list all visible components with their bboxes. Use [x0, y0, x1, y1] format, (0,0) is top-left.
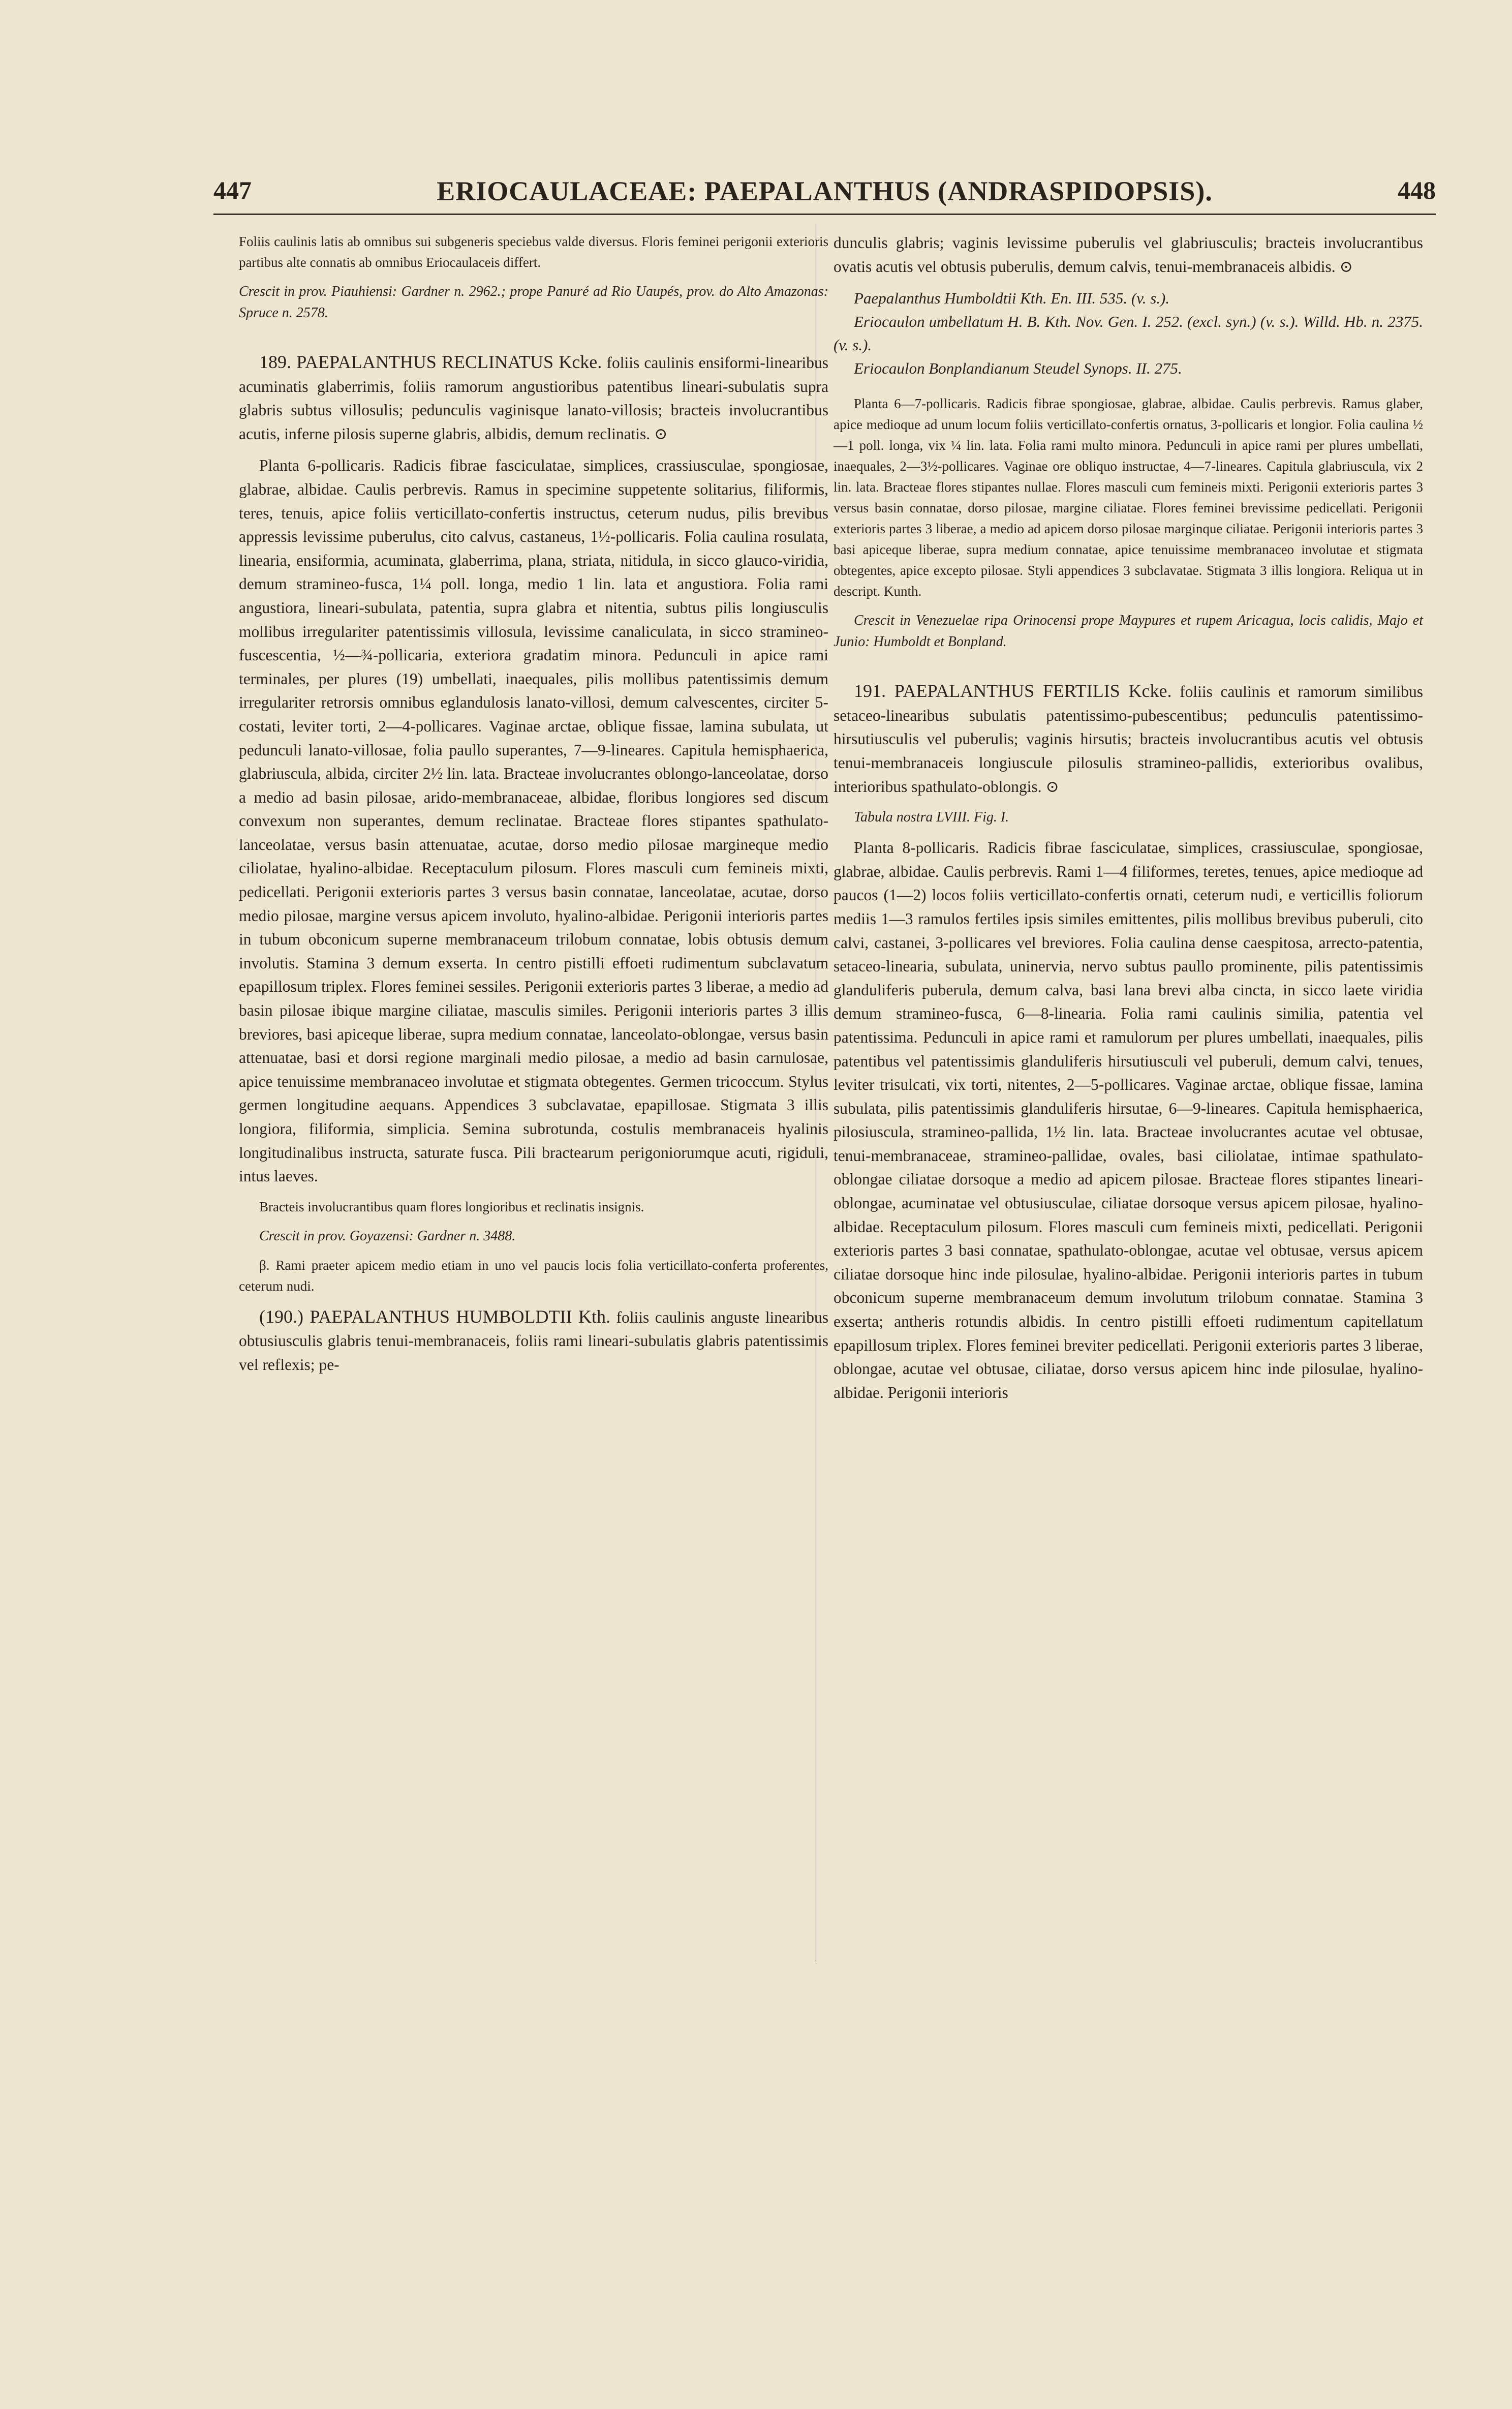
intro-habitat: Crescit in prov. Piauhiensi: Gardner n. 2962.; prope Panuré ad Rio Uaupés, prov. do Alto Amazonas: Spruce n. 2578. [239, 284, 828, 321]
species-190-heading: (190.) PAEPALANTHUS HUMBOLDTII Kth. [259, 1306, 611, 1327]
species-191-plate-reference: Tabula nostra LVIII. Fig. I. [854, 809, 1009, 826]
running-title: ERIOCAULACEAE: PAEPALANTHUS (ANDRASPIDOPSIS). [437, 176, 1213, 206]
header-rule [213, 214, 1436, 215]
species-189-beta: β. Rami praeter apicem medio etiam in uno vel paucis locis folia verticillato-conferta proferentes, ceterum nudi. [239, 1257, 828, 1294]
species-189-description: Planta 6-pollicaris. Radicis fibrae fasciculatae, simplices, crassiusculae, spongiosae, glabrae, albidae. Caulis perbrevis. Ramus in specimine suppetente solitarius, filiformis, teres, tenuis, apice foliis verticillato-confertis instructus, ceterum nudus, pilis brevibus appressis levissime puberulus, cito calvus, castaneus, 1½-pollicaris. Folia caulina rosulata, linearia, ensiformia, acuminata, glaberrima, plana, striata, nitidula, in sicco glauco-viridia, demum stramineo-fusca, 1¼ poll. longa, medio 1 lin. lata et angustiora. Folia rami angustiora, lineari-subulata, patentia, supra glabra et nitentia, subtus pilis longiusculis mollibus irregulariter patentissimis villosula, levissime canaliculata, in sicco stramineo-fuscescentia, ½—¾-pollicaria, exteriora gradatim minora. Pedunculi in apice rami terminales, per plures (19) umbellati, inaequales, pilis mollibus patentissimis demum irregulariter retrorsis omnibus eglandulosis lanato-villosi, demum calvescentes, circiter 5-costati, leviter torti, 2—4-pollicares. Vaginae arctae, oblique fissae, lamina subulata, ut pedunculi lanato-villosae, folia paullo superantes, 7—9-lineares. Capitula hemisphaerica, glabriuscula, albida, circiter 2½ lin. lata. Bracteae involucrantes oblongo-lanceolatae, dorso a medio ad basin pilosae, arido-membranaceae, albidae, floribus longiores sed discum convexum non superantes, demum reclinatae. Bracteae flores stipantes spathulato-lanceolatae, versus basin attenuatae, acutae, dorso medio pilosae margineque medio ciliolatae, hyalino-albidae. Receptaculum pilosum. Flores masculi cum femineis mixti, pedicellati. Perigonii exterioris partes 3 versus basin connatae, lanceolatae, acutae, dorso medio pilosae, margine versus apicem involuto, hyalino-albidae. Perigonii interioris partes in tubum obconicum superne membranaceum trilobum connatae, lobis obtusis demum involutis. Stamina 3 demum exserta. In centro pistilli effoeti rudimentum subclavatum epapillosum triplex. Flores feminei sessiles. Perigonii exterioris partes 3 liberae, a medio ad basin pilosae ibique margine ciliatae, masculis similes. Perigonii interioris partes 3 illis breviores, basi apiceque liberae, supra medium connatae, lanceolato-oblongae, versus basin attenuatae, basi et dorsi regione marginali medio pilosae, a medio ad basin carnulosae, apice tenuissime membranaceo involutae et stigmata obtegentes. Germen tricoccum. Stylus germen longitudine aequans. Appendices 3 subclavatae, epapillosae. Stigmata 3 illis longiora, filiformia, simplicia. Semina subrotunda, costulis membranaceis hyalinis longitudinalibus instructa, saturate fusca. Pili bractearum perigoniorumque acuti, rigiduli, intus laeves. [239, 456, 828, 1185]
species-189-diagnosis: foliis caulinis ensiformi-linearibus acuminatis glaberrimis, foliis ramorum angustioribus patentibus lineari-subulatis supra glabris subtus villosulis; pedunculis vaginisque lanato-villosis; bracteis involucrantibus acutis, inferne pilosis superne glabris, albidis, demum reclinatis. ⊙ [239, 354, 828, 443]
right-column [834, 231, 1423, 1413]
species-191-entry [834, 679, 1423, 799]
species-189-note: Bracteis involucrantibus quam flores longioribus et reclinatis insignis. [259, 1199, 644, 1214]
synonym-2: Eriocaulon umbellatum H. B. Kth. Nov. Gen. I. 252. (excl. syn.) (v. s.). Willd. Hb. n. 2375. (v. s.). [834, 313, 1423, 354]
species-190-diagnosis-start: foliis caulinis anguste linearibus obtusiusculis glabris tenui-membranaceis, foliis rami lineari-subulatis glabris patentissimis vel reflexis; pe- [239, 1308, 829, 1374]
species-189-habitat: Crescit in prov. Goyazensi: Gardner n. 3488. [259, 1228, 516, 1244]
species-189-entry [239, 350, 828, 446]
running-header [213, 175, 1436, 216]
left-column [239, 231, 828, 1385]
page-number-right: 448 [1398, 176, 1436, 204]
species-191-heading: 191. PAEPALANTHUS FERTILIS Kcke. [854, 681, 1172, 702]
species-190-diagnosis-continued: dunculis glabris; vaginis levissime puberulis vel glabriusculis; bracteis involucrantibus ovatis acutis vel obtusis puberulis, demum calvis, tenui-membranaceis albidis. ⊙ [834, 234, 1423, 276]
species-191-description: Planta 8-pollicaris. Radicis fibrae fasciculatae, simplices, crassiusculae, spongiosae, glabrae, albidae. Caulis perbrevis. Rami 1—4 filiformes, teretes, tenues, apice medioque ad paucos (1—2) locos foliis verticillato-confertis ornati, ceterum nudi, e verticillis foliorum mediis 1—3 ramulos fertiles ipsis similes emittentes, pilis mollibus brevibus puberuli, cito calvi, castanei, 3-pollicares vel breviores. Folia caulina dense caespitosa, arrecto-patentia, setaceo-linearia, subulata, uninervia, nervo subtus paullo prominente, pilis patentissimis glanduliferis puberula, demum calva, basi lana brevi alba cincta, in sicco laete viridia demum stramineo-fusca, 6—8-linearia. Folia rami caulinis similia, patentia vel patentissima. Pedunculi in apice rami et ramulorum per plures umbellati, inaequales, pilis patentibus vel patentissimis glanduliferis hirsutiusculi vel puberuli, demum calvi, tenues, leviter trisulcati, vix torti, nitentes, 2—5-pollicares. Vaginae arctae, oblique fissae, lamina subulata, pilis patentissimis glanduliferis hirsutae, 6—9-lineares. Capitula hemisphaerica, pilosiuscula, stramineo-pallida, 1½ lin. lata. Bracteae involucrantes acutae vel obtusae, tenui-membranaceae, stramineo-pallidae, ovales, basi ciliolatae, intimae spathulato-oblongae ciliatae dorsoque a medio ad apicem pilosae. Bracteae flores stipantes lineari-oblongae, acuminatae vel obtusiusculae, ciliatae dorsoque versus apicem pilosae, hyalino-albidae. Receptaculum pilosum. Flores masculi cum femineis mixti, pedicellati. Perigonii exterioris partes 3 basi connatae, spathulato-oblongae, acutae vel obtusae, versus apicem ciliatae dorsoque hinc inde pilosulae, hyalino-albidae. Perigonii interioris partes in tubum obconicum superne membranaceum demum involutum trilobum connatae. Stamina 3 exserta; antheris rotundis albidis. In centro pistilli effoeti rudimentum capitellatum epapillosum triplex. Flores feminei breviter pedicellati. Perigonii exterioris partes 3 liberae, oblongae, acutae vel obtusae, ciliatae, dorso versus apicem hinc inde pilosulae, hyalino-albidae. Perigonii interioris [834, 839, 1423, 1401]
species-189-heading: 189. PAEPALANTHUS RECLINATUS Kcke. [259, 352, 602, 372]
intro-paragraph: Foliis caulinis latis ab omnibus sui subgeneris speciebus valde diversus. Floris feminei perigonii exterioris partibus alte connatis ab omnibus Eriocaulaceis differt. [239, 234, 828, 270]
synonym-1: Paepalanthus Humboldtii Kth. En. III. 535. (v. s.). [854, 289, 1170, 308]
page-number-left: 447 [213, 176, 252, 204]
species-191-diagnosis: foliis caulinis et ramorum similibus setaceo-linearibus subulatis patentissimo-pubescentibus; pedunculis patentissimo-hirsutiusculis vel puberulis; vaginis hirsutis; bracteis involucrantibus acutis vel obtusis tenui-membranaceis longiuscule pilosulis stramineo-pallidis, exterioribus ovalibus, interioribus spathulato-oblongis. ⊙ [834, 683, 1424, 796]
species-190-entry [239, 1305, 828, 1377]
species-190-description: Planta 6—7-pollicaris. Radicis fibrae spongiosae, glabrae, albidae. Caulis perbrevis. Ramus glaber, apice medioque ad unum locum foliis verticillato-confertis ornatus, 3-pollicaris et longior. Folia caulina ½—1 poll. longa, vix ¼ lin. lata. Folia rami multo minora. Pedunculi in apice rami per plures umbellati, inaequales, 2—3½-pollicares. Vaginae ore obliquo instructae, 4—7-lineares. Capitula glabriuscula, vix 2 lin. lata. Bracteae flores stipantes nullae. Flores masculi cum femineis mixti. Perigonii exterioris partes 3 versus basin connatae, dorso pilosae, margine ciliatae. Flores feminei brevissime pedicellati. Perigonii exterioris partes 3 liberae, a medio ad apicem dorso pilosae marginque ciliatae. Perigonii interioris partes 3 basi apiceque liberae, supra medium connatae, apice tenuissime membranaceo involutae et stigmata obtegentes, apice excepto pilosae. Styli appendices 3 subclavatae. Stigmata 3 illis longiora. Reliqua ut in descript. Kunth. [834, 396, 1423, 599]
species-190-habitat: Crescit in Venezuelae ripa Orinocensi prope Maypures et rupem Aricagua, locis calidis, Majo et Junio: Humboldt et Bonpland. [834, 613, 1423, 650]
synonym-3: Eriocaulon Bonplandianum Steudel Synops. II. 275. [854, 359, 1182, 378]
